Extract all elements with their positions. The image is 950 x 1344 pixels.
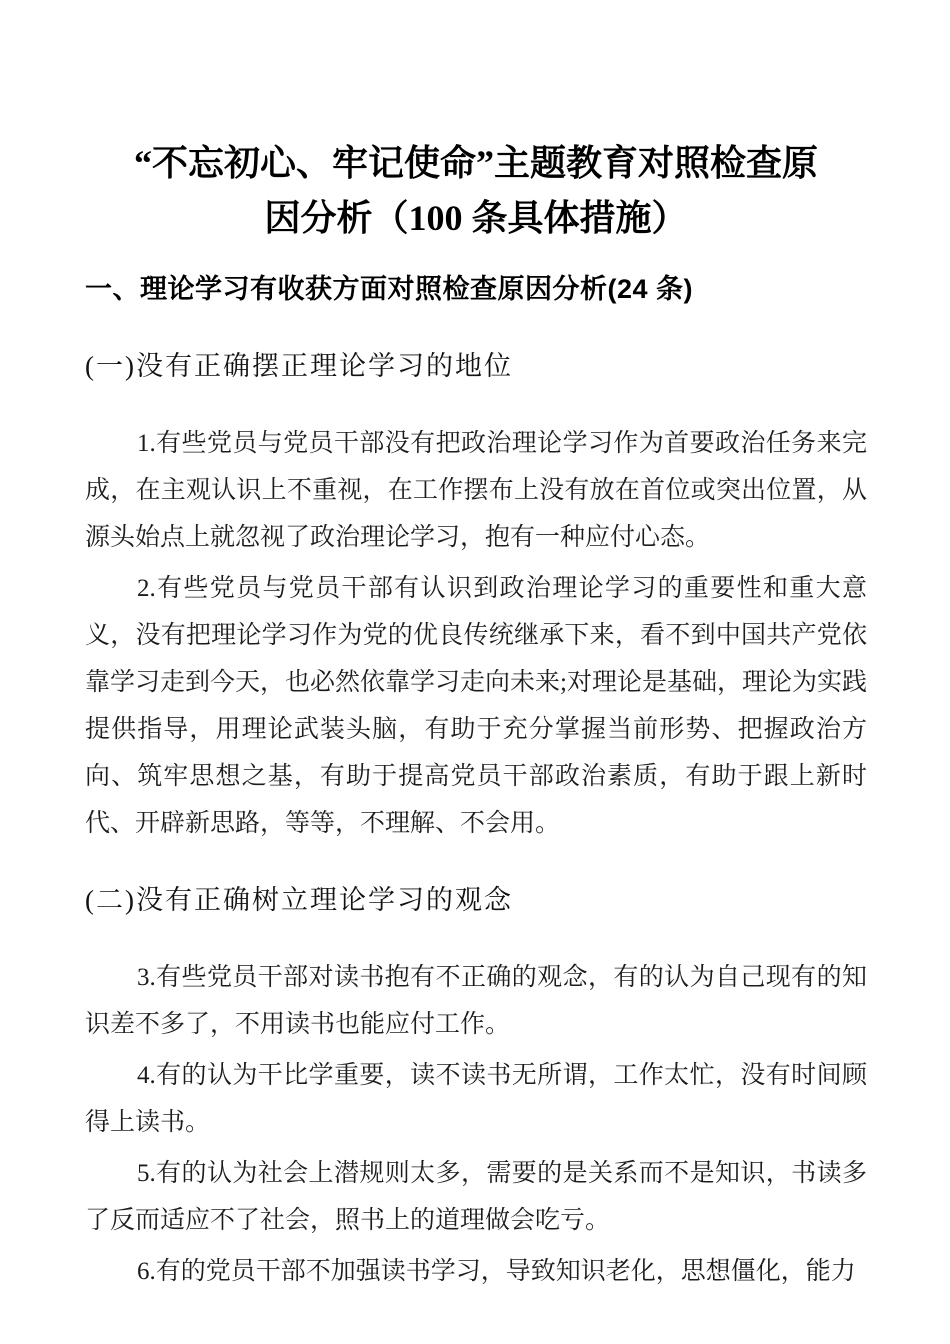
document-title [85,136,867,246]
subsection-heading-1: (一)没有正确摆正理论学习的地位 [85,351,513,381]
body-paragraph-5: 5.有的认为社会上潜规则太多，需要的是关系而不是知识，书读多了反而适应不了社会，照书上的道理做会吃亏。 [85,1160,867,1234]
body-paragraph-2: 2.有些党员与党员干部有认识到政治理论学习的重要性和重大意义，没有把理论学习作为党的优良传统继承下来，看不到中国共产党依靠学习走到今天，也必然依靠学习走向未来;对理论是基础，理论为实践提供指导，用理论武装头脑，有助于充分掌握当前形势、把握政治方向、筑牢思想之基，有助于提高党员干部政治素质，有助于跟上新时代、开辟新思路，等等，不理解、不会用。 [85,575,867,837]
body-paragraph-6: 6.有的党员干部不加强读书学习，导致知识老化，思想僵化，能力 [137,1258,856,1285]
body-paragraph-1: 1.有些党员与党员干部没有把政治理论学习作为首要政治任务来完成，在主观认识上不重视，在工作摆布上没有放在首位或突出位置，从源头始点上就忽视了政治理论学习，抱有一种应付心态。 [85,430,867,551]
document-title-line2: 因分析（100 条具体措施） [264,198,688,238]
body-paragraph-3: 3.有些党员干部对读书抱有不正确的观念，有的认为自己现有的知识差不多了，不用读书也能应付工作。 [85,964,867,1038]
subsection-heading-2: (二)没有正确树立理论学习的观念 [85,885,513,915]
body-paragraph-4: 4.有的认为干比学重要，读不读书无所谓，工作太忙，没有时间顾得上读书。 [85,1062,867,1136]
document-title-line1: “不忘初心、牢记使命”主题教育对照检查原 [133,143,818,183]
section-heading: 一、理论学习有收获方面对照检查原因分析(24 条) [85,274,694,304]
